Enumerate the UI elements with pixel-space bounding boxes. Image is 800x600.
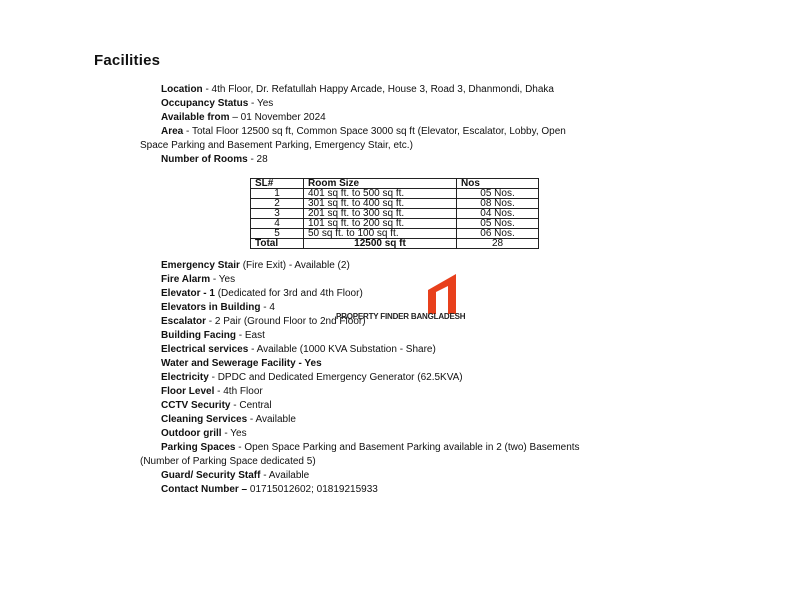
grill-label: Outdoor grill (161, 428, 222, 439)
escalator-value: - 2 Pair (Ground Floor to 2nd Floor) (206, 316, 366, 327)
grill-value: - Yes (221, 428, 247, 439)
table-header-nos: Nos (457, 179, 539, 189)
table-cell: 4 (251, 219, 304, 229)
cleaning-value: - Available (247, 414, 296, 425)
floor-level-value: - 4th Floor (214, 386, 263, 397)
table-cell: 05 Nos. (457, 219, 539, 229)
table-row (251, 199, 539, 209)
table-total-size: 12500 sq ft (304, 239, 457, 249)
grill-line (161, 428, 247, 440)
area-label: Area (161, 126, 184, 137)
table-cell: 101 sq ft. to 200 sq ft. (304, 219, 457, 229)
facing-label: Building Facing (161, 330, 236, 341)
escalator-line (161, 316, 366, 328)
emergency-stair-value: (Fire Exit) - Available (2) (239, 260, 350, 271)
page-title: Facilities (94, 52, 161, 69)
watermark (336, 274, 466, 324)
cctv-label: CCTV Security (161, 400, 231, 411)
contact-line (161, 484, 378, 496)
table-cell: 06 Nos. (457, 229, 539, 239)
electricity-label: Electricity (161, 372, 209, 383)
electrical-value: - Available (1000 KVA Substation - Share) (248, 344, 436, 355)
table-cell: 3 (251, 209, 304, 219)
table-cell: 1 (251, 189, 304, 199)
elevator-value: (Dedicated for 3rd and 4th Floor) (214, 288, 363, 299)
guard-line (161, 470, 309, 482)
rooms-label: Number of Rooms (161, 154, 248, 165)
elevator-line (161, 288, 363, 300)
table-total-count: 28 (457, 239, 539, 249)
cleaning-line (161, 414, 296, 426)
rooms-value: - 28 (247, 154, 268, 165)
rooms-line (161, 154, 268, 166)
fire-alarm-line (161, 274, 235, 286)
table-total-row (251, 239, 539, 249)
guard-label: Guard/ Security Staff (161, 470, 261, 481)
elevators-building-label: Elevators in Building (161, 302, 261, 313)
water-label: Water and Sewerage Facility - Yes (161, 358, 322, 369)
elevators-building-line (161, 302, 275, 314)
watermark-text: PROPERTY FINDER BANGLADESH (336, 312, 466, 321)
area-line-continued: Space Parking and Basement Parking, Emergency Stair, etc.) (140, 140, 413, 151)
table-cell: 5 (251, 229, 304, 239)
table-cell: 401 sq ft. to 500 sq ft. (304, 189, 457, 199)
facing-line (161, 330, 265, 342)
emergency-stair-line (161, 260, 350, 272)
area-line (161, 126, 566, 138)
table-cell: 08 Nos. (457, 199, 539, 209)
table-header-room-size: Room Size (304, 179, 457, 189)
available-from-label: Available from (161, 112, 230, 123)
table-cell: 301 sq ft. to 400 sq ft. (304, 199, 457, 209)
occupancy-label: Occupancy Status (161, 98, 249, 109)
fire-alarm-value: - Yes (210, 274, 236, 285)
area-value: - Total Floor 12500 sq ft, Common Space 3000 sq ft (Elevator, Escalator, Lobby, Open (183, 126, 566, 137)
location-label: Location (161, 84, 203, 95)
facing-value: - East (236, 330, 265, 341)
floor-level-line (161, 386, 263, 398)
electrical-line (161, 344, 436, 356)
parking-line (161, 442, 580, 454)
table-total-label: Total (251, 239, 304, 249)
elevator-label: Elevator - 1 (161, 288, 215, 299)
cctv-line (161, 400, 272, 412)
cleaning-label: Cleaning Services (161, 414, 248, 425)
emergency-stair-label: Emergency Stair (161, 260, 240, 271)
table-row (251, 229, 539, 239)
property-finder-logo-icon (426, 274, 464, 314)
guard-value: - Available (260, 470, 310, 481)
table-cell: 50 sq ft. to 100 sq ft. (304, 229, 457, 239)
available-from-value: – 01 November 2024 (229, 112, 326, 123)
floor-level-label: Floor Level (161, 386, 215, 397)
parking-value: - Open Space Parking and Basement Parking available in 2 (two) Basements (235, 442, 580, 453)
available-from-line (161, 112, 326, 124)
parking-line-continued: (Number of Parking Space dedicated 5) (140, 456, 316, 467)
electrical-label: Electrical services (161, 344, 249, 355)
contact-label: Contact Number – (161, 484, 248, 495)
table-row (251, 209, 539, 219)
table-cell: 05 Nos. (457, 189, 539, 199)
location-line (161, 84, 554, 96)
occupancy-value: - Yes (248, 98, 274, 109)
room-size-table (250, 178, 539, 249)
elevators-building-value: - 4 (260, 302, 275, 313)
escalator-label: Escalator (161, 316, 207, 327)
cctv-value: - Central (230, 400, 272, 411)
occupancy-line (161, 98, 273, 110)
table-header-row (251, 179, 539, 189)
parking-label: Parking Spaces (161, 442, 236, 453)
electricity-value: - DPDC and Dedicated Emergency Generator (62.5KVA) (208, 372, 463, 383)
electricity-line (161, 372, 463, 384)
table-cell: 2 (251, 199, 304, 209)
contact-value: 01715012602; 01819215933 (247, 484, 378, 495)
table-cell: 04 Nos. (457, 209, 539, 219)
table-cell: 201 sq ft. to 300 sq ft. (304, 209, 457, 219)
table-row (251, 219, 539, 229)
location-value: - 4th Floor, Dr. Refatullah Happy Arcade, House 3, Road 3, Dhanmondi, Dhaka (202, 84, 554, 95)
table-header-sl: SL# (251, 179, 304, 189)
water-line (161, 358, 322, 370)
table-row (251, 189, 539, 199)
fire-alarm-label: Fire Alarm (161, 274, 211, 285)
